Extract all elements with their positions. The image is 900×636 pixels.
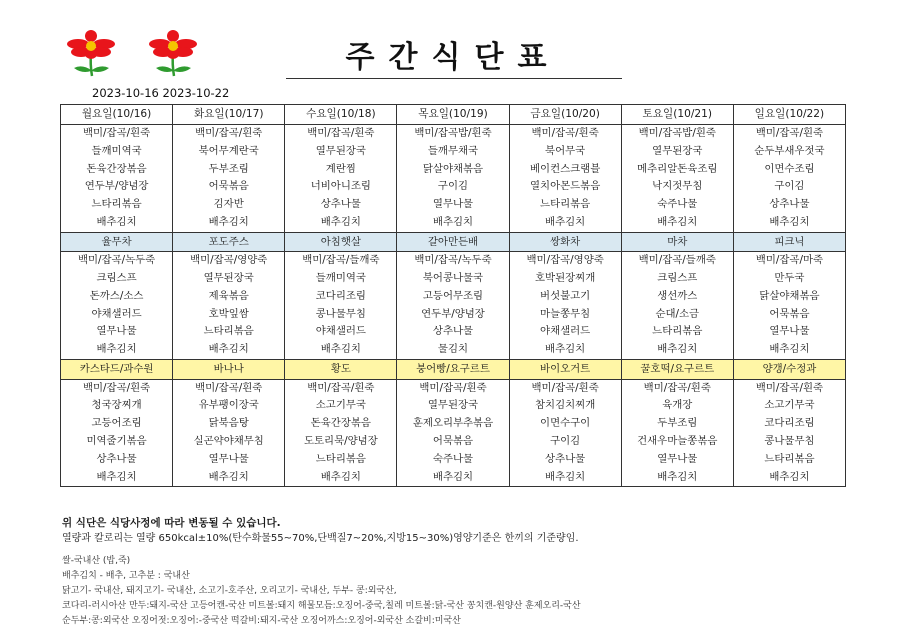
breakfast-menu-item: 어묵볶음 (173, 178, 285, 196)
notes-section (62, 515, 862, 629)
breakfast-row (61, 178, 846, 196)
breakfast-menu-item: 구이김 (733, 178, 845, 196)
breakfast-menu-item: 배추김치 (621, 214, 733, 232)
breakfast-menu-item: 열무된장국 (285, 143, 397, 161)
dinner-menu-item: 열무된장국 (397, 397, 509, 415)
breakfast-menu-item: 느타리볶음 (509, 196, 621, 214)
afternoon-snack-row (61, 360, 846, 380)
breakfast-menu-item: 낙지젓무침 (621, 178, 733, 196)
lunch-menu-item: 백미/잡곡/녹두죽 (61, 252, 173, 270)
day-header: 토요일(10/21) (621, 105, 733, 125)
breakfast-menu-item: 느타리볶음 (61, 196, 173, 214)
breakfast-menu-item: 백미/잡곡/흰죽 (285, 125, 397, 143)
dinner-menu-item: 배추김치 (733, 469, 845, 487)
dinner-menu-item: 열무나물 (173, 451, 285, 469)
breakfast-row (61, 214, 846, 232)
origin-kimchi: 배추김치 - 배추, 고추분 : 국내산 (62, 571, 190, 581)
dinner-row (61, 397, 846, 415)
breakfast-menu-item: 배추김치 (509, 214, 621, 232)
dinner-menu-item: 느타리볶음 (733, 451, 845, 469)
breakfast-menu-item: 열무나물 (397, 196, 509, 214)
lunch-menu-item: 배추김치 (733, 341, 845, 359)
lunch-menu-item: 버섯불고기 (509, 288, 621, 306)
lunch-menu-item: 북어콩나물국 (397, 270, 509, 288)
dinner-menu-item: 느타리볶음 (285, 451, 397, 469)
lunch-menu-item: 야채샐러드 (61, 306, 173, 324)
lunch-row (61, 323, 846, 341)
morning-snack-item: 율무차 (61, 232, 173, 252)
afternoon-snack-item: 바나나 (173, 360, 285, 380)
breakfast-menu-item: 계란찜 (285, 161, 397, 179)
origin-seafood: 코다리-러시아산 만두:돼지-국산 고등어캔-국산 미트볼:돼지 해물모듬:오징어-중국,칠레 미트볼:닭-국산 꽁치캔-원양산 훈제오리-국산 (62, 601, 581, 611)
breakfast-menu-item: 배추김치 (285, 214, 397, 232)
lunch-menu-item: 순대/소금 (621, 306, 733, 324)
morning-snack-item: 갈아만든배 (397, 232, 509, 252)
lunch-menu-item: 야채샐러드 (285, 323, 397, 341)
dinner-menu-item: 백미/잡곡/흰죽 (173, 379, 285, 397)
dinner-menu-item: 백미/잡곡/흰죽 (397, 379, 509, 397)
dinner-menu-item: 이면수구이 (509, 415, 621, 433)
flower-icon (142, 30, 206, 82)
origin-meat: 닭고기- 국내산, 돼지고기- 국내산, 소고기-호주산, 오리고기- 국내산, 두부- 콩:외국산, (62, 586, 397, 596)
dinner-menu-item: 백미/잡곡/흰죽 (621, 379, 733, 397)
dinner-menu-item: 육개장 (621, 397, 733, 415)
day-header: 목요일(10/19) (397, 105, 509, 125)
dinner-menu-item: 두부조림 (621, 415, 733, 433)
dinner-menu-item: 훈제오리부추볶음 (397, 415, 509, 433)
origin-rice: 쌀-국내산 (밥,죽) (62, 556, 131, 566)
lunch-menu-item: 호박잎쌈 (173, 306, 285, 324)
lunch-menu-item: 배추김치 (509, 341, 621, 359)
afternoon-snack-item: 카스타드/과수원 (61, 360, 173, 380)
breakfast-menu-item: 열무된장국 (621, 143, 733, 161)
breakfast-menu-item: 배추김치 (397, 214, 509, 232)
lunch-menu-item: 야채샐러드 (509, 323, 621, 341)
lunch-menu-item: 고등어무조림 (397, 288, 509, 306)
breakfast-menu-item: 배추김치 (173, 214, 285, 232)
origin-misc: 순두부:콩:외국산 오징어젓:오징어:-중국산 떡갈비:돼지-국산 오징어까스:오징어-외국산 소갈비:미국산 (62, 616, 461, 626)
breakfast-row (61, 161, 846, 179)
morning-snack-item: 쌍화차 (509, 232, 621, 252)
breakfast-menu-item: 북어무계란국 (173, 143, 285, 161)
dinner-menu-item: 상추나물 (61, 451, 173, 469)
lunch-menu-item: 열무나물 (733, 323, 845, 341)
afternoon-snack-item: 바이오거트 (509, 360, 621, 380)
dinner-menu-item: 백미/잡곡/흰죽 (509, 379, 621, 397)
lunch-menu-item: 마늘쫑무침 (509, 306, 621, 324)
day-header: 금요일(10/20) (509, 105, 621, 125)
lunch-menu-item: 호박된장찌개 (509, 270, 621, 288)
notice-text: 위 식단은 식당사정에 따라 변동될 수 있습니다. (62, 517, 281, 529)
lunch-menu-item: 크림스프 (61, 270, 173, 288)
dinner-menu-item: 열무나물 (621, 451, 733, 469)
lunch-row (61, 270, 846, 288)
breakfast-menu-item: 두부조림 (173, 161, 285, 179)
weekly-menu-table (60, 104, 846, 487)
dinner-row (61, 433, 846, 451)
lunch-menu-item: 콩나물무침 (285, 306, 397, 324)
dinner-menu-item: 백미/잡곡/흰죽 (733, 379, 845, 397)
day-header: 일요일(10/22) (733, 105, 845, 125)
breakfast-menu-item: 배추김치 (733, 214, 845, 232)
lunch-menu-item: 백미/잡곡/영양죽 (173, 252, 285, 270)
breakfast-menu-item: 들깨미역국 (61, 143, 173, 161)
dinner-row (61, 415, 846, 433)
lunch-menu-item: 상추나물 (397, 323, 509, 341)
lunch-menu-item: 만두국 (733, 270, 845, 288)
breakfast-menu-item: 이면수조림 (733, 161, 845, 179)
dinner-menu-item: 배추김치 (173, 469, 285, 487)
dinner-menu-item: 백미/잡곡/흰죽 (285, 379, 397, 397)
page-title: 주간식단표 (345, 40, 561, 75)
lunch-menu-item: 백미/잡곡/들깨죽 (621, 252, 733, 270)
lunch-menu-item: 배추김치 (285, 341, 397, 359)
breakfast-menu-item: 열치아몬드볶음 (509, 178, 621, 196)
day-header: 화요일(10/17) (173, 105, 285, 125)
breakfast-menu-item: 베이컨스크램블 (509, 161, 621, 179)
dinner-menu-item: 배추김치 (61, 469, 173, 487)
lunch-menu-item: 어묵볶음 (733, 306, 845, 324)
dinner-menu-item: 유부팽이장국 (173, 397, 285, 415)
day-header: 월요일(10/16) (61, 105, 173, 125)
dinner-menu-item: 배추김치 (621, 469, 733, 487)
breakfast-menu-item: 닭살야채볶음 (397, 161, 509, 179)
lunch-row (61, 306, 846, 324)
morning-snack-row (61, 232, 846, 252)
lunch-menu-item: 들깨미역국 (285, 270, 397, 288)
lunch-menu-item: 느타리볶음 (173, 323, 285, 341)
lunch-menu-item: 물김치 (397, 341, 509, 359)
dinner-menu-item: 건새우마늘쫑볶음 (621, 433, 733, 451)
dinner-menu-item: 소고기무국 (733, 397, 845, 415)
breakfast-row (61, 196, 846, 214)
breakfast-menu-item: 북어무국 (509, 143, 621, 161)
lunch-menu-item: 연두부/양념장 (397, 306, 509, 324)
lunch-menu-item: 백미/잡곡/녹두죽 (397, 252, 509, 270)
dinner-menu-item: 소고기무국 (285, 397, 397, 415)
breakfast-menu-item: 메추리알돈육조림 (621, 161, 733, 179)
dinner-menu-item: 실곤약야채무침 (173, 433, 285, 451)
dinner-row (61, 379, 846, 397)
dinner-menu-item: 고등어조림 (61, 415, 173, 433)
lunch-row (61, 288, 846, 306)
morning-snack-item: 피크닉 (733, 232, 845, 252)
breakfast-menu-item: 순두부새우젓국 (733, 143, 845, 161)
breakfast-menu-item: 구이김 (397, 178, 509, 196)
lunch-menu-item: 배추김치 (173, 341, 285, 359)
lunch-menu-item: 크림스프 (621, 270, 733, 288)
breakfast-menu-item: 백미/잡곡밥/흰죽 (621, 125, 733, 143)
afternoon-snack-item: 양갱/수정과 (733, 360, 845, 380)
lunch-menu-item: 배추김치 (621, 341, 733, 359)
dinner-menu-item: 상추나물 (509, 451, 621, 469)
breakfast-menu-item: 백미/잡곡/흰죽 (61, 125, 173, 143)
morning-snack-item: 포도주스 (173, 232, 285, 252)
breakfast-menu-item: 들깨무채국 (397, 143, 509, 161)
dinner-menu-item: 배추김치 (509, 469, 621, 487)
breakfast-menu-item: 상추나물 (285, 196, 397, 214)
breakfast-row (61, 143, 846, 161)
dinner-menu-item: 배추김치 (285, 469, 397, 487)
dinner-row (61, 469, 846, 487)
day-header-row (61, 105, 846, 125)
dinner-menu-item: 청국장찌개 (61, 397, 173, 415)
dinner-menu-item: 코다리조림 (733, 415, 845, 433)
afternoon-snack-item: 꿀호떡/요구르트 (621, 360, 733, 380)
dinner-menu-item: 배추김치 (397, 469, 509, 487)
breakfast-menu-item: 돈육간장볶음 (61, 161, 173, 179)
breakfast-menu-item: 김자반 (173, 196, 285, 214)
lunch-row (61, 252, 846, 270)
breakfast-menu-item: 연두부/양념장 (61, 178, 173, 196)
lunch-menu-item: 배추김치 (61, 341, 173, 359)
dinner-menu-item: 백미/잡곡/흰죽 (61, 379, 173, 397)
lunch-menu-item: 코다리조림 (285, 288, 397, 306)
afternoon-snack-item: 황도 (285, 360, 397, 380)
lunch-menu-item: 열무된장국 (173, 270, 285, 288)
morning-snack-item: 아침햇살 (285, 232, 397, 252)
morning-snack-item: 마차 (621, 232, 733, 252)
dinner-menu-item: 구이김 (509, 433, 621, 451)
dinner-row (61, 451, 846, 469)
lunch-menu-item: 백미/잡곡/마죽 (733, 252, 845, 270)
breakfast-menu-item: 백미/잡곡밥/흰죽 (397, 125, 509, 143)
dinner-menu-item: 참치김치찌개 (509, 397, 621, 415)
flower-icon (60, 30, 124, 82)
title-underline (286, 78, 622, 79)
dinner-menu-item: 어묵볶음 (397, 433, 509, 451)
nutrition-note: 열량과 칼로리는 열량 650kcal±10%(탄수화물55~70%,단백질7~20%,지방15~30%)영양기준은 한끼의 기준량임. (62, 533, 579, 544)
lunch-menu-item: 백미/잡곡/영양죽 (509, 252, 621, 270)
dinner-menu-item: 미역줄기볶음 (61, 433, 173, 451)
day-header: 수요일(10/18) (285, 105, 397, 125)
date-range: 2023-10-16 2023-10-22 (92, 86, 230, 100)
lunch-row (61, 341, 846, 359)
lunch-menu-item: 열무나물 (61, 323, 173, 341)
lunch-menu-item: 닭살야채볶음 (733, 288, 845, 306)
lunch-menu-item: 돈까스/소스 (61, 288, 173, 306)
breakfast-menu-item: 백미/잡곡/흰죽 (173, 125, 285, 143)
breakfast-menu-item: 백미/잡곡/흰죽 (509, 125, 621, 143)
dinner-menu-item: 콩나물무침 (733, 433, 845, 451)
breakfast-menu-item: 숙주나물 (621, 196, 733, 214)
breakfast-menu-item: 배추김치 (61, 214, 173, 232)
breakfast-menu-item: 너비아니조림 (285, 178, 397, 196)
dinner-menu-item: 닭북음탕 (173, 415, 285, 433)
lunch-menu-item: 제육볶음 (173, 288, 285, 306)
breakfast-menu-item: 백미/잡곡/흰죽 (733, 125, 845, 143)
breakfast-menu-item: 상추나물 (733, 196, 845, 214)
dinner-menu-item: 숙주나물 (397, 451, 509, 469)
breakfast-row (61, 125, 846, 143)
dinner-menu-item: 도토리묵/양념장 (285, 433, 397, 451)
lunch-menu-item: 느타리볶음 (621, 323, 733, 341)
lunch-menu-item: 백미/잡곡/들깨죽 (285, 252, 397, 270)
afternoon-snack-item: 붕어빵/요구르트 (397, 360, 509, 380)
dinner-menu-item: 돈육간장볶음 (285, 415, 397, 433)
lunch-menu-item: 생선까스 (621, 288, 733, 306)
